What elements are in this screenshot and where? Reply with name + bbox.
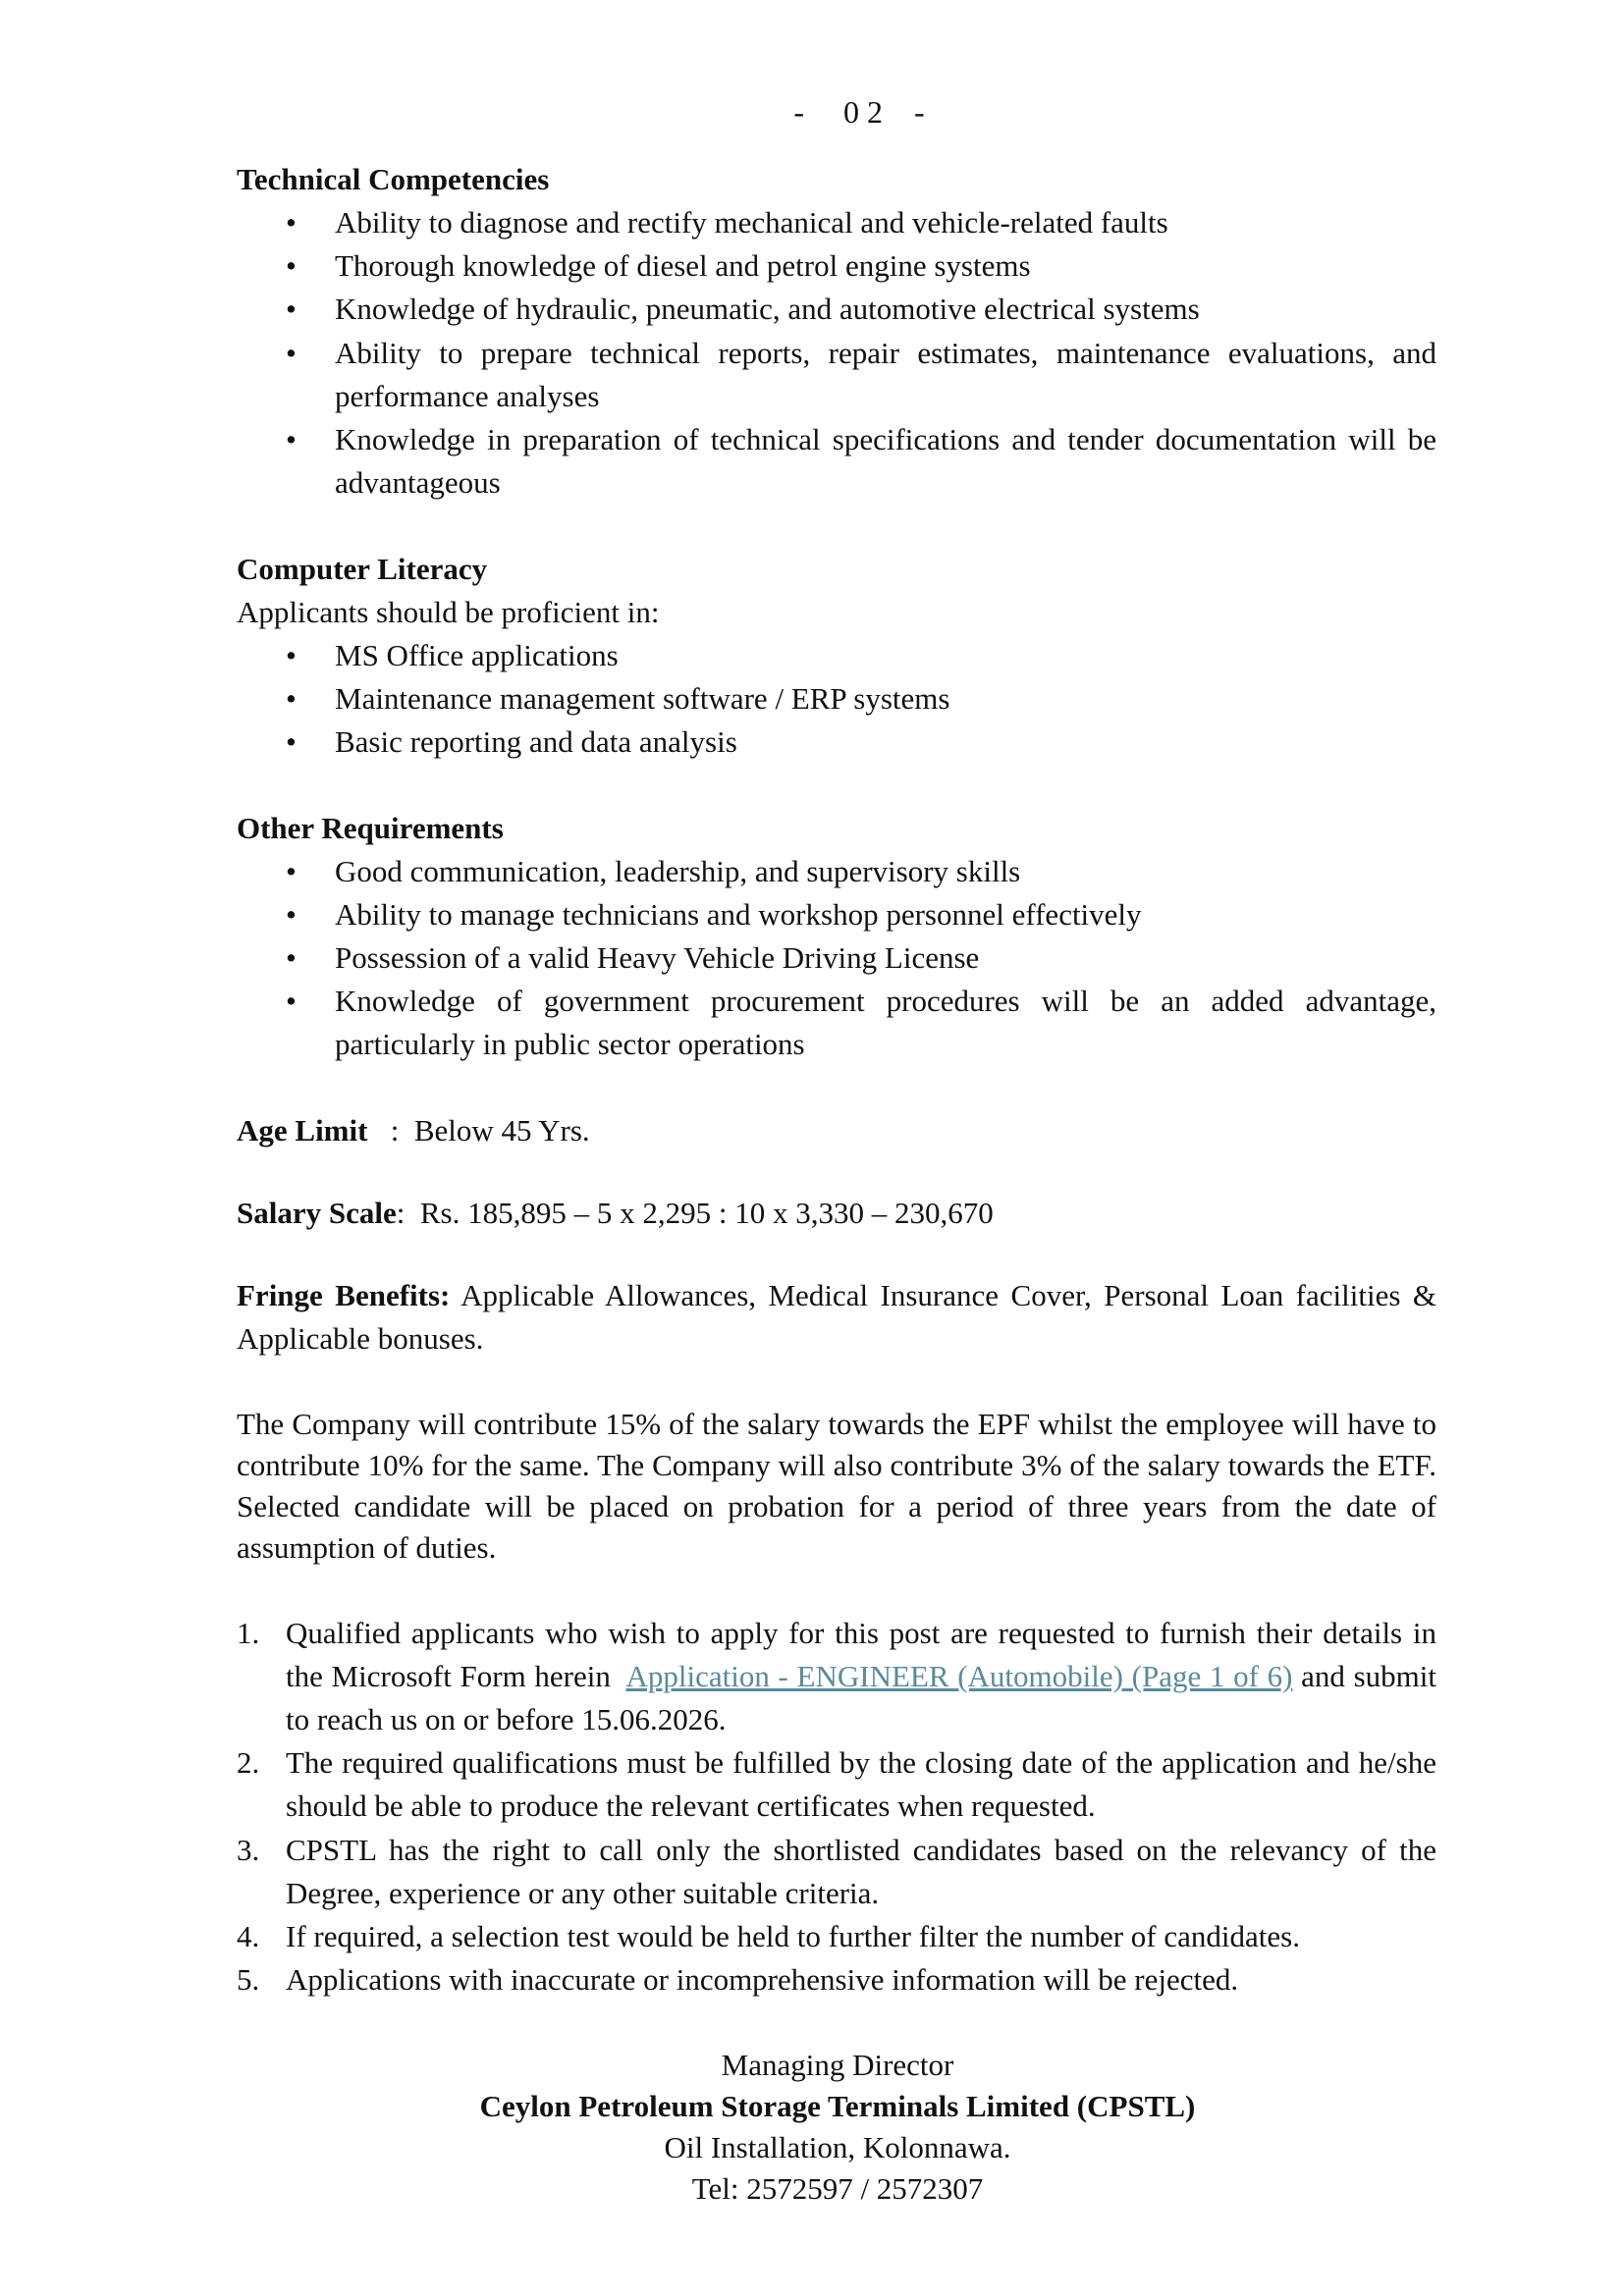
- step-text: The required qualifications must be fulfilled by the closing date of the application and he/she should be able to produce the relevant certificates when requested.: [286, 1745, 1436, 1824]
- list-item: • Knowledge of hydraulic, pneumatic, and automotive electrical systems: [237, 288, 1436, 331]
- list-number: 2.: [237, 1745, 260, 1781]
- step-text: Qualified applicants who wish to apply for this post are requested to furnish their details in the Microsoft Form herein: [286, 1616, 1444, 1694]
- signature-block: [237, 2045, 1436, 2211]
- application-form-link[interactable]: Application - ENGINEER (Automobile) (Page 1 of 6): [625, 1659, 1293, 1694]
- salary-scale-value: Rs. 185,895 – 5 x 2,295 : 10 x 3,330 – 230,670: [419, 1195, 994, 1230]
- list-item: • Thorough knowledge of diesel and petrol engine systems: [237, 244, 1436, 288]
- list-item: [237, 1915, 1436, 1958]
- computer-literacy-list: [237, 634, 1436, 764]
- document-page: [237, 90, 1444, 2210]
- list-number: 3.: [237, 1832, 260, 1867]
- list-number: 4.: [237, 1918, 260, 1953]
- list-item: • Maintenance management software / ERP systems: [237, 677, 1436, 721]
- other-requirements-heading: Other Requirements: [237, 810, 504, 845]
- list-item: [237, 1741, 1436, 1828]
- list-number: 5.: [237, 1961, 260, 1997]
- step-text: Applications with inaccurate or incomprehensive information will be rejected.: [286, 1961, 1239, 1997]
- organization-telephone: Tel: 2572597 / 2572307: [691, 2171, 984, 2207]
- age-limit-label: Age Limit: [237, 1112, 368, 1148]
- list-item: • MS Office applications: [237, 634, 1436, 677]
- age-limit-line: [237, 1109, 1436, 1152]
- list-item: [237, 1612, 1444, 1741]
- list-item: • Knowledge of government procurement procedures will be an added advantage, particularly in public sector operations: [237, 980, 1436, 1066]
- technical-competencies-list: [237, 201, 1436, 504]
- computer-literacy-heading: Computer Literacy: [237, 551, 488, 586]
- step-text: If required, a selection test would be held to further filter the number of candidates.: [286, 1918, 1300, 1953]
- signatory-title: Managing Director: [721, 2047, 954, 2082]
- list-number: 1.: [237, 1616, 260, 1651]
- step-text: and submit to reach us on or before 15.06.2026.: [286, 1659, 1444, 1737]
- other-requirements-section: [237, 807, 1436, 1066]
- step-text: CPSTL has the right to call only the shortlisted candidates based on the relevancy of the Degree, experience or any other suitable criteria.: [286, 1832, 1436, 1910]
- list-item: • Possession of a valid Heavy Vehicle Driving License: [237, 936, 1436, 980]
- salary-scale-label: Salary Scale: [237, 1195, 397, 1230]
- technical-competencies-heading: Technical Competencies: [237, 162, 550, 197]
- fringe-benefits-label: Fringe Benefits:: [237, 1277, 451, 1312]
- technical-competencies-section: [237, 158, 1436, 504]
- page-number: - 0 2 -: [793, 94, 925, 130]
- list-item: [237, 1958, 1436, 2002]
- list-item: • Good communication, leadership, and supervisory skills: [237, 850, 1436, 893]
- list-item: • Ability to manage technicians and workshop personnel effectively: [237, 893, 1436, 936]
- computer-literacy-intro: Applicants should be proficient in:: [237, 594, 660, 629]
- list-item: • Basic reporting and data analysis: [237, 721, 1436, 764]
- age-limit-value: Below 45 Yrs.: [413, 1112, 590, 1148]
- list-item: • Knowledge in preparation of technical specifications and tender documentation will be advantageous: [237, 418, 1436, 505]
- salary-scale-separator: :: [396, 1195, 420, 1230]
- organization-address: Oil Installation, Kolonnawa.: [664, 2129, 1011, 2164]
- list-item: • Ability to prepare technical reports, repair estimates, maintenance evaluations, and performance analyses: [237, 332, 1436, 418]
- computer-literacy-section: [237, 548, 1436, 764]
- application-instructions-list: [237, 1612, 1444, 2001]
- fringe-benefits-paragraph: [237, 1274, 1443, 1361]
- salary-scale-line: [237, 1192, 1436, 1235]
- list-item: • Ability to diagnose and rectify mechanical and vehicle-related faults: [237, 201, 1436, 244]
- age-limit-separator: :: [367, 1112, 414, 1148]
- fringe-benefits-value: Applicable Allowances, Medical Insurance Cover, Personal Loan facilities & Applicable bonuses.: [237, 1277, 1443, 1356]
- organization-name: Ceylon Petroleum Storage Terminals Limited (CPSTL): [479, 2088, 1196, 2123]
- other-requirements-list: [237, 850, 1436, 1066]
- list-item: [237, 1829, 1436, 1915]
- epf-etf-paragraph: The Company will contribute 15% of the salary towards the EPF whilst the employee will have to contribute 10% for the same. The Company will also contribute 3% of the salary towards the ETF. Selected candidate will be placed on probation for a period of three years from the date of assumption of duties.: [237, 1406, 1436, 1566]
